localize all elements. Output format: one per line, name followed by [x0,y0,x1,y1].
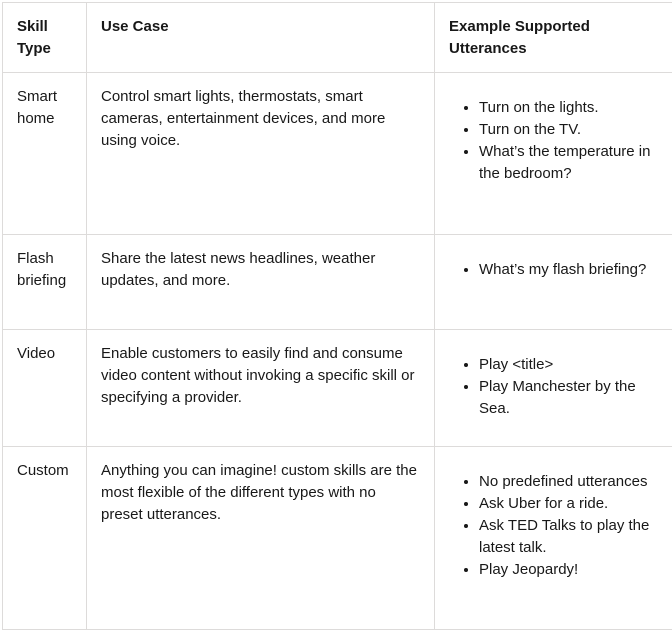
utterance-item: • Play Jeopardy! [479,559,658,581]
table-row [3,330,672,447]
utterance-item: • Play Manchester by the Sea. [479,376,658,420]
utterance-list [449,259,658,281]
utterance-item: • Turn on the TV. [479,119,658,141]
utterance-list [449,354,658,420]
header-use-case: Use Case [87,3,435,73]
table-row [3,447,672,630]
skill-type-cell: Video [3,330,87,447]
table-row [3,73,672,235]
table-row [3,235,672,330]
skill-type-cell: Flash briefing [3,235,87,330]
header-example-utterances: Example Supported Utterances [435,3,672,73]
use-case-cell: Enable customers to easily find and consume video content without invoking a specific skill or specifying a provider. [87,330,435,447]
use-case-cell: Anything you can imagine! custom skills are the most flexible of the different types with no preset utterances. [87,447,435,630]
skill-type-cell: Smart home [3,73,87,235]
utterance-item: • What’s the temperature in the bedroom? [479,141,658,185]
use-case-cell: Share the latest news headlines, weather updates, and more. [87,235,435,330]
utterances-cell [435,235,672,330]
table-header-row [3,3,672,73]
utterance-item: • Ask Uber for a ride. [479,493,658,515]
utterances-cell [435,447,672,630]
skill-type-cell: Custom [3,447,87,630]
skill-types-table [2,2,672,630]
header-skill-type: Skill Type [3,3,87,73]
utterance-item: • No predefined utterances [479,471,658,493]
utterance-item: • Play <title> [479,354,658,376]
utterance-item: • What’s my flash briefing? [479,259,658,281]
utterance-list [449,471,658,581]
utterance-item: • Turn on the lights. [479,97,658,119]
use-case-cell: Control smart lights, thermostats, smart cameras, entertainment devices, and more using voice. [87,73,435,235]
utterance-list [449,97,658,185]
utterance-item: • Ask TED Talks to play the latest talk. [479,515,658,559]
utterances-cell [435,330,672,447]
utterances-cell [435,73,672,235]
